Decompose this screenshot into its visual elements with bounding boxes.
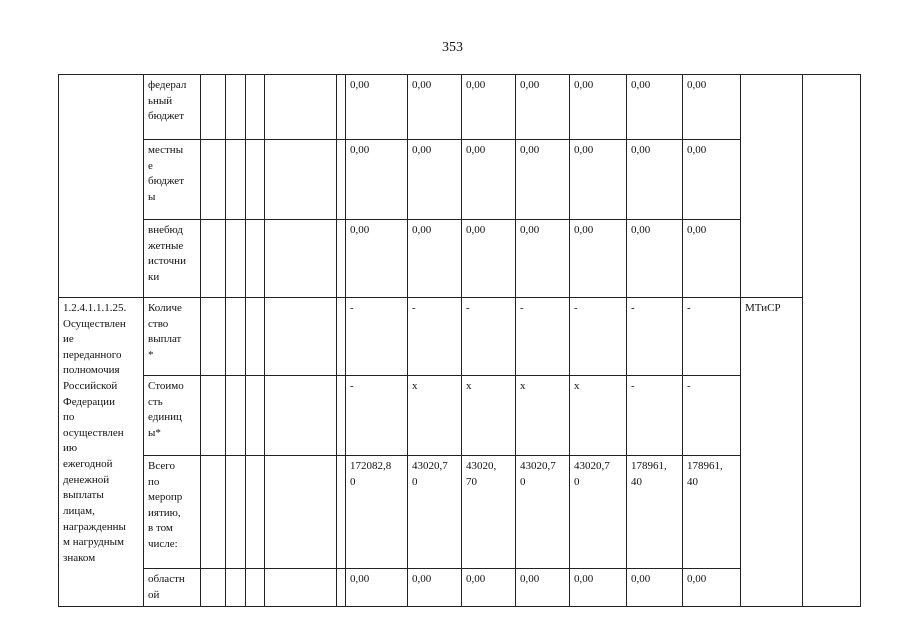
empty-cell <box>337 376 346 456</box>
value-cell: - <box>516 298 570 376</box>
budget-table <box>58 74 861 607</box>
value-cell: 0,00 <box>346 569 408 607</box>
value-cell: 43020,7 0 <box>516 456 570 569</box>
page-number: 353 <box>442 40 463 55</box>
value-cell: 0,00 <box>516 75 570 140</box>
empty-cell <box>265 298 337 376</box>
empty-cell <box>337 569 346 607</box>
table-row <box>59 220 861 298</box>
executor-cell-empty <box>741 75 803 298</box>
table-row <box>59 298 861 376</box>
value-cell: 0,00 <box>683 569 741 607</box>
table-row <box>59 376 861 456</box>
value-cell: 0,00 <box>627 569 683 607</box>
empty-cell <box>246 298 265 376</box>
value-cell: 0,00 <box>516 140 570 220</box>
value-cell: 0,00 <box>408 140 462 220</box>
value-cell: - <box>462 298 516 376</box>
funding-source-label: внебюд жетные источни ки <box>144 220 201 298</box>
value-cell: - <box>627 298 683 376</box>
empty-title-cell <box>59 75 144 298</box>
empty-cell <box>265 75 337 140</box>
empty-cell <box>246 376 265 456</box>
empty-cell <box>246 569 265 607</box>
value-cell: 0,00 <box>408 220 462 298</box>
value-cell: - <box>408 298 462 376</box>
empty-cell <box>337 456 346 569</box>
empty-cell <box>201 140 226 220</box>
empty-cell <box>265 220 337 298</box>
value-cell: 43020,7 0 <box>570 456 627 569</box>
value-cell: - <box>346 298 408 376</box>
value-cell: 172082,8 0 <box>346 456 408 569</box>
empty-cell <box>246 456 265 569</box>
value-cell: 0,00 <box>683 140 741 220</box>
empty-cell <box>265 456 337 569</box>
empty-cell <box>226 456 246 569</box>
value-cell: x <box>462 376 516 456</box>
empty-cell <box>246 220 265 298</box>
value-cell: 0,00 <box>462 140 516 220</box>
value-cell: 0,00 <box>462 75 516 140</box>
empty-cell <box>265 569 337 607</box>
value-cell: 0,00 <box>570 220 627 298</box>
value-cell: x <box>408 376 462 456</box>
last-column-cell <box>803 75 861 607</box>
value-cell: 0,00 <box>462 569 516 607</box>
value-cell: 0,00 <box>570 569 627 607</box>
measure-title-cell: 1.2.4.1.1.1.25. Осуществлен ие переданного полномочия Российской Федерации по осуществлен ию ежегодной денежной выплаты лицам, награжденны м нагрудным знаком <box>59 298 144 607</box>
empty-cell <box>226 140 246 220</box>
empty-cell <box>265 376 337 456</box>
value-cell: 0,00 <box>627 140 683 220</box>
empty-cell <box>226 569 246 607</box>
empty-cell <box>201 220 226 298</box>
empty-cell <box>226 75 246 140</box>
funding-source-label: местны е бюджет ы <box>144 140 201 220</box>
value-cell: 0,00 <box>570 75 627 140</box>
value-cell: 0,00 <box>346 220 408 298</box>
empty-cell <box>337 298 346 376</box>
value-cell: 43020,7 0 <box>408 456 462 569</box>
value-cell: 0,00 <box>408 569 462 607</box>
empty-cell <box>226 376 246 456</box>
value-cell: 0,00 <box>683 75 741 140</box>
empty-cell <box>265 140 337 220</box>
value-cell: 178961, 40 <box>683 456 741 569</box>
funding-source-label: Стоимо сть единиц ы* <box>144 376 201 456</box>
value-cell: - <box>627 376 683 456</box>
table-row <box>59 569 861 607</box>
value-cell: 178961, 40 <box>627 456 683 569</box>
value-cell: x <box>570 376 627 456</box>
empty-cell <box>201 456 226 569</box>
value-cell: 0,00 <box>346 75 408 140</box>
value-cell: - <box>683 298 741 376</box>
empty-cell <box>246 75 265 140</box>
value-cell: 0,00 <box>627 220 683 298</box>
empty-cell <box>337 75 346 140</box>
empty-cell <box>337 220 346 298</box>
executor-cell: МТиСР <box>741 298 803 607</box>
value-cell: 0,00 <box>346 140 408 220</box>
empty-cell <box>201 376 226 456</box>
funding-source-label: Всего по меропр иятию, в том числе: <box>144 456 201 569</box>
value-cell: - <box>570 298 627 376</box>
table-row <box>59 75 861 140</box>
funding-source-label: Количе ство выплат * <box>144 298 201 376</box>
empty-cell <box>201 298 226 376</box>
value-cell: 0,00 <box>516 569 570 607</box>
value-cell: - <box>683 376 741 456</box>
empty-cell <box>201 75 226 140</box>
empty-cell <box>226 298 246 376</box>
empty-cell <box>226 220 246 298</box>
empty-cell <box>201 569 226 607</box>
table-row <box>59 140 861 220</box>
value-cell: - <box>346 376 408 456</box>
value-cell: 0,00 <box>627 75 683 140</box>
table-row <box>59 456 861 569</box>
value-cell: 43020, 70 <box>462 456 516 569</box>
empty-cell <box>246 140 265 220</box>
value-cell: 0,00 <box>462 220 516 298</box>
value-cell: 0,00 <box>683 220 741 298</box>
empty-cell <box>337 140 346 220</box>
funding-source-label: областн ой <box>144 569 201 607</box>
value-cell: 0,00 <box>516 220 570 298</box>
value-cell: 0,00 <box>570 140 627 220</box>
value-cell: x <box>516 376 570 456</box>
funding-source-label: федерал ьный бюджет <box>144 75 201 140</box>
value-cell: 0,00 <box>408 75 462 140</box>
